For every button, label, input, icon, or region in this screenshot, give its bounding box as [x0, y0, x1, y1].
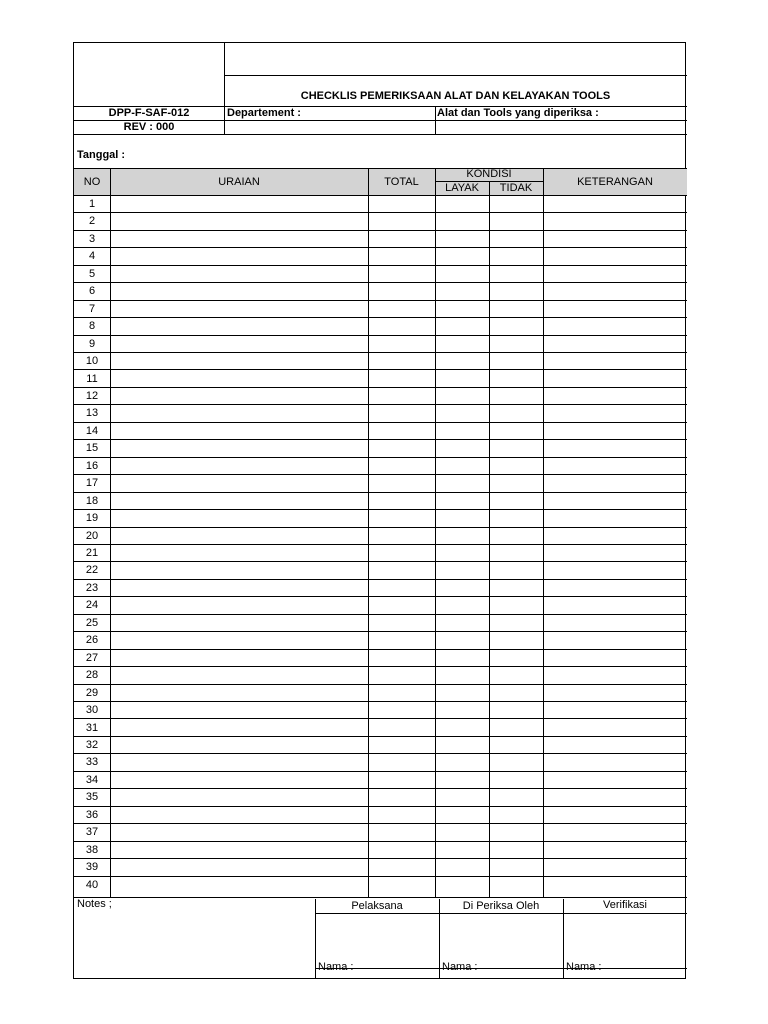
table-row	[74, 772, 687, 789]
table-row	[74, 301, 687, 318]
meta-divider-1	[224, 107, 225, 134]
meta-divider-2	[435, 107, 436, 134]
table-row	[74, 615, 687, 632]
row-number: 21	[85, 547, 99, 559]
row-number: 28	[85, 669, 99, 682]
table-row	[74, 580, 687, 597]
col-header-total: TOTAL	[384, 176, 419, 188]
row-number: 12	[85, 389, 99, 402]
table-row	[74, 510, 687, 527]
sig-name-line	[315, 968, 687, 969]
row-number: 14	[85, 424, 99, 437]
table-row	[74, 877, 687, 894]
row-number: 11	[86, 372, 98, 385]
row-number: 37	[85, 826, 99, 839]
col-header-kondisi: KONDISI	[466, 168, 512, 180]
notes-label: Notes ;	[77, 898, 112, 910]
table-row	[74, 597, 687, 614]
table-row	[74, 685, 687, 702]
table-row	[74, 737, 687, 754]
row-number: 22	[85, 564, 99, 577]
sig-name-pelaksana: Nama :	[318, 961, 354, 973]
tools-label: Alat dan Tools yang diperiksa :	[437, 107, 599, 119]
row-number: 15	[85, 442, 99, 455]
table-row	[74, 423, 687, 440]
row-number: 13	[85, 407, 99, 420]
table-row	[74, 388, 687, 405]
table-row	[74, 493, 687, 510]
table-row	[74, 667, 687, 684]
sig-name-verifikasi: Nama :	[566, 961, 602, 973]
table-row	[74, 702, 687, 719]
sig-name-diperiksa: Nama :	[442, 961, 478, 973]
row-number: 35	[85, 791, 99, 804]
table-row	[74, 528, 687, 545]
table-header-top	[74, 168, 687, 169]
form-title: CHECKLIS PEMERIKSAAN ALAT DAN KELAYAKAN TOOLS	[300, 90, 611, 102]
table-row	[74, 807, 687, 824]
revision: REV : 000	[123, 121, 175, 133]
table-row	[74, 283, 687, 300]
row-number: 6	[88, 285, 96, 298]
signature-box	[315, 899, 687, 978]
row-number: 36	[85, 808, 99, 821]
row-number: 5	[88, 267, 96, 280]
table-row	[74, 545, 687, 562]
col-header-keterangan: KETERANGAN	[577, 176, 653, 188]
table-row	[74, 632, 687, 649]
table-row	[74, 213, 687, 230]
table-row	[74, 720, 687, 737]
row-number: 39	[85, 861, 99, 874]
col-header-no: NO	[83, 176, 101, 188]
table-row	[74, 318, 687, 335]
sig-role-verifikasi: Verifikasi	[602, 899, 648, 911]
sig-role-diperiksa: Di Periksa Oleh	[462, 900, 540, 912]
row-number: 33	[85, 756, 99, 769]
table-row	[74, 562, 687, 579]
doc-code: DPP-F-SAF-012	[108, 107, 190, 119]
row-number: 23	[85, 581, 99, 594]
row-number: 25	[85, 616, 99, 629]
table-row	[74, 405, 687, 422]
col-header-layak: LAYAK	[445, 182, 479, 194]
table-row	[74, 789, 687, 806]
row-number: 7	[88, 302, 96, 315]
row-number: 8	[88, 320, 96, 333]
date-label: Tanggal :	[77, 149, 126, 161]
table-row	[74, 458, 687, 475]
meta-bottom-line	[74, 134, 687, 135]
table-row	[74, 196, 687, 213]
table-row	[74, 231, 687, 248]
row-number: 40	[85, 878, 99, 891]
table-row	[74, 440, 687, 457]
col-header-uraian: URAIAN	[218, 176, 260, 188]
sig-header-line	[315, 913, 687, 914]
row-number: 24	[85, 599, 99, 612]
table-row	[74, 336, 687, 353]
row-number: 3	[88, 232, 96, 245]
table-row	[74, 353, 687, 370]
row-number: 9	[88, 337, 96, 350]
table-row	[74, 266, 687, 283]
row-number: 20	[85, 529, 99, 542]
row-number: 19	[85, 512, 99, 525]
table-row	[74, 248, 687, 265]
table-row	[74, 824, 687, 841]
row-number: 34	[85, 773, 99, 786]
table-row	[74, 650, 687, 667]
title-top-line	[224, 75, 687, 76]
sig-role-pelaksana: Pelaksana	[351, 900, 403, 912]
row-number: 1	[88, 198, 96, 210]
table-row	[74, 842, 687, 859]
table-row	[74, 475, 687, 492]
row-number: 31	[85, 721, 99, 734]
row-number: 32	[85, 738, 99, 751]
table-row	[74, 859, 687, 876]
checklist-form	[73, 42, 686, 979]
row-number: 2	[88, 215, 96, 228]
row-number: 4	[88, 250, 96, 263]
row-number: 17	[85, 477, 99, 490]
table-row	[74, 371, 687, 388]
row-number: 27	[85, 651, 99, 664]
row-number: 16	[85, 459, 99, 472]
footer-top-line	[74, 897, 687, 898]
row-number: 26	[85, 634, 99, 647]
row-number: 10	[85, 355, 99, 368]
table-row	[74, 754, 687, 771]
department-label: Departement :	[227, 107, 301, 119]
meta-mid-line	[74, 120, 687, 121]
row-number: 29	[85, 686, 99, 699]
row-number: 38	[85, 843, 99, 856]
row-number: 30	[85, 704, 99, 717]
row-number: 18	[85, 494, 99, 507]
col-header-tidak: TIDAK	[499, 182, 533, 194]
